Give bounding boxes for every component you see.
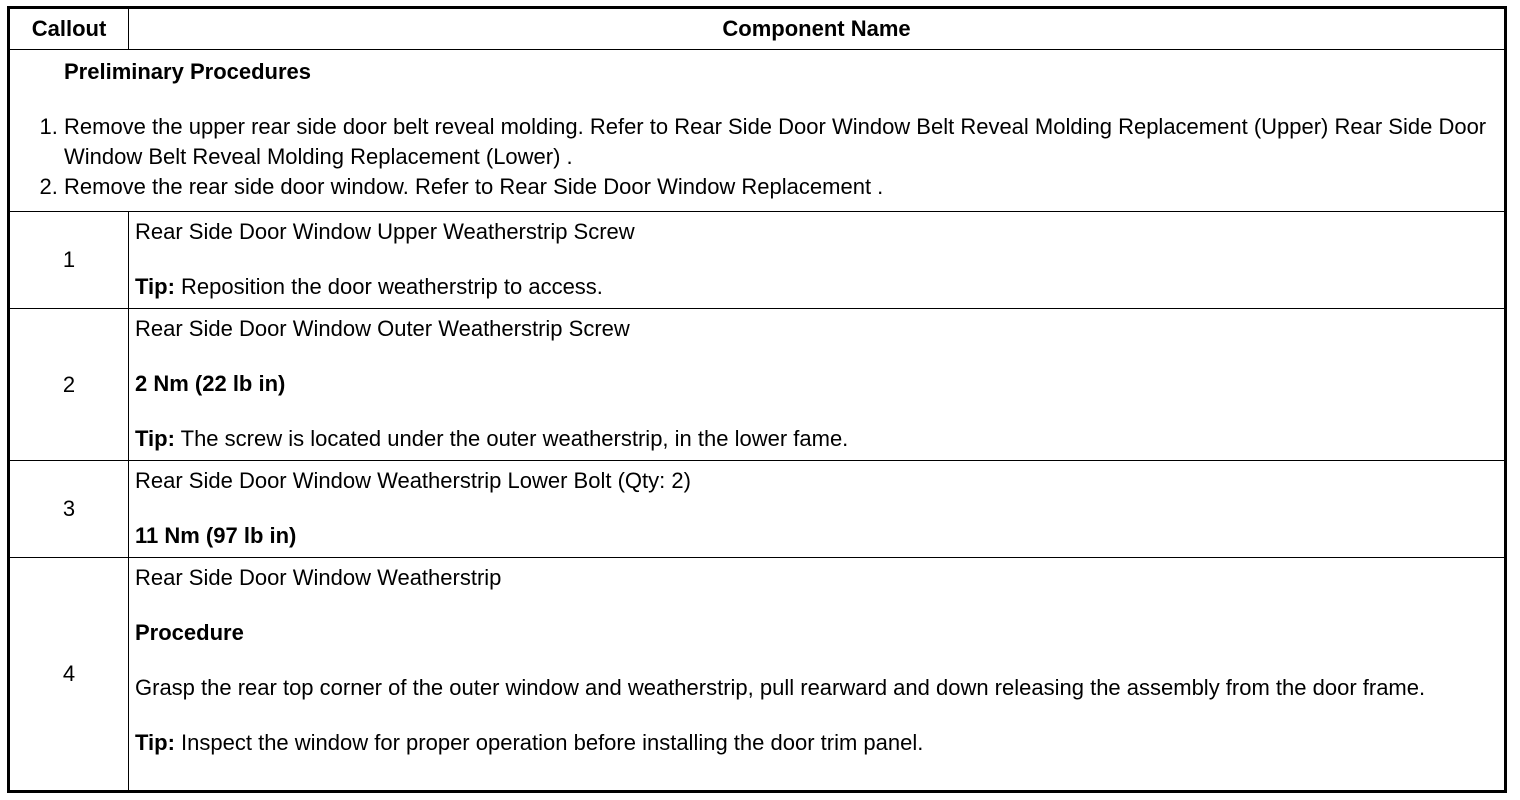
- preliminary-cell: [10, 50, 1505, 212]
- procedure-table: [9, 8, 1505, 791]
- tip-text: Reposition the door weatherstrip to access.: [174, 274, 603, 299]
- component-name: Rear Side Door Window Upper Weatherstrip Screw: [135, 219, 635, 244]
- tip-text: Inspect the window for proper operation before installing the door trim panel.: [174, 730, 924, 755]
- component-name-header: Component Name: [129, 9, 1505, 50]
- table-row: [10, 461, 1505, 558]
- table-header-row: [10, 9, 1505, 50]
- tip-text: The screw is located under the outer weatherstrip, in the lower fame.: [174, 426, 849, 451]
- procedure-label: Procedure: [135, 620, 244, 645]
- tip: [135, 425, 1498, 452]
- tip: [135, 729, 1498, 756]
- preliminary-row: [10, 50, 1505, 212]
- component-cell: [129, 461, 1505, 558]
- component-cell: [129, 558, 1505, 791]
- table-row: [10, 212, 1505, 309]
- component-name: Rear Side Door Window Outer Weatherstrip Screw: [135, 316, 630, 341]
- component-name: Rear Side Door Window Weatherstrip: [135, 565, 502, 590]
- preliminary-step: 1. Remove the upper rear side door belt reveal molding. Refer to Rear Side Door Window Belt Reveal Molding Replacement (Upper) Rear Side Door Window Belt Reveal Molding Replacement (Lower) .: [64, 112, 1496, 172]
- callout-number: 3: [10, 461, 129, 558]
- procedure-text: Grasp the rear top corner of the outer window and weatherstrip, pull rearward and down releasing the assembly from the door frame.: [135, 675, 1426, 700]
- preliminary-steps: [10, 112, 1496, 202]
- table-row: [10, 309, 1505, 461]
- callout-header: Callout: [10, 9, 129, 50]
- tip-label: Tip:: [135, 426, 175, 451]
- tip-label: Tip:: [135, 730, 175, 755]
- component-cell: [129, 309, 1505, 461]
- component-name: Rear Side Door Window Weatherstrip Lower Bolt (Qty: 2): [135, 468, 691, 493]
- tip: [135, 273, 1498, 300]
- torque-spec: 11 Nm (97 lb in): [135, 523, 297, 548]
- preliminary-title: Preliminary Procedures: [64, 59, 312, 84]
- component-cell: [129, 212, 1505, 309]
- table-row: [10, 558, 1505, 791]
- tip-label: Tip:: [135, 274, 175, 299]
- callout-number: 4: [10, 558, 129, 791]
- callout-number: 1: [10, 212, 129, 309]
- preliminary-step: 2. Remove the rear side door window. Refer to Rear Side Door Window Replacement .: [64, 172, 1496, 202]
- procedure-table-frame: [7, 6, 1507, 793]
- torque-spec: 2 Nm (22 lb in): [135, 371, 286, 396]
- callout-number: 2: [10, 309, 129, 461]
